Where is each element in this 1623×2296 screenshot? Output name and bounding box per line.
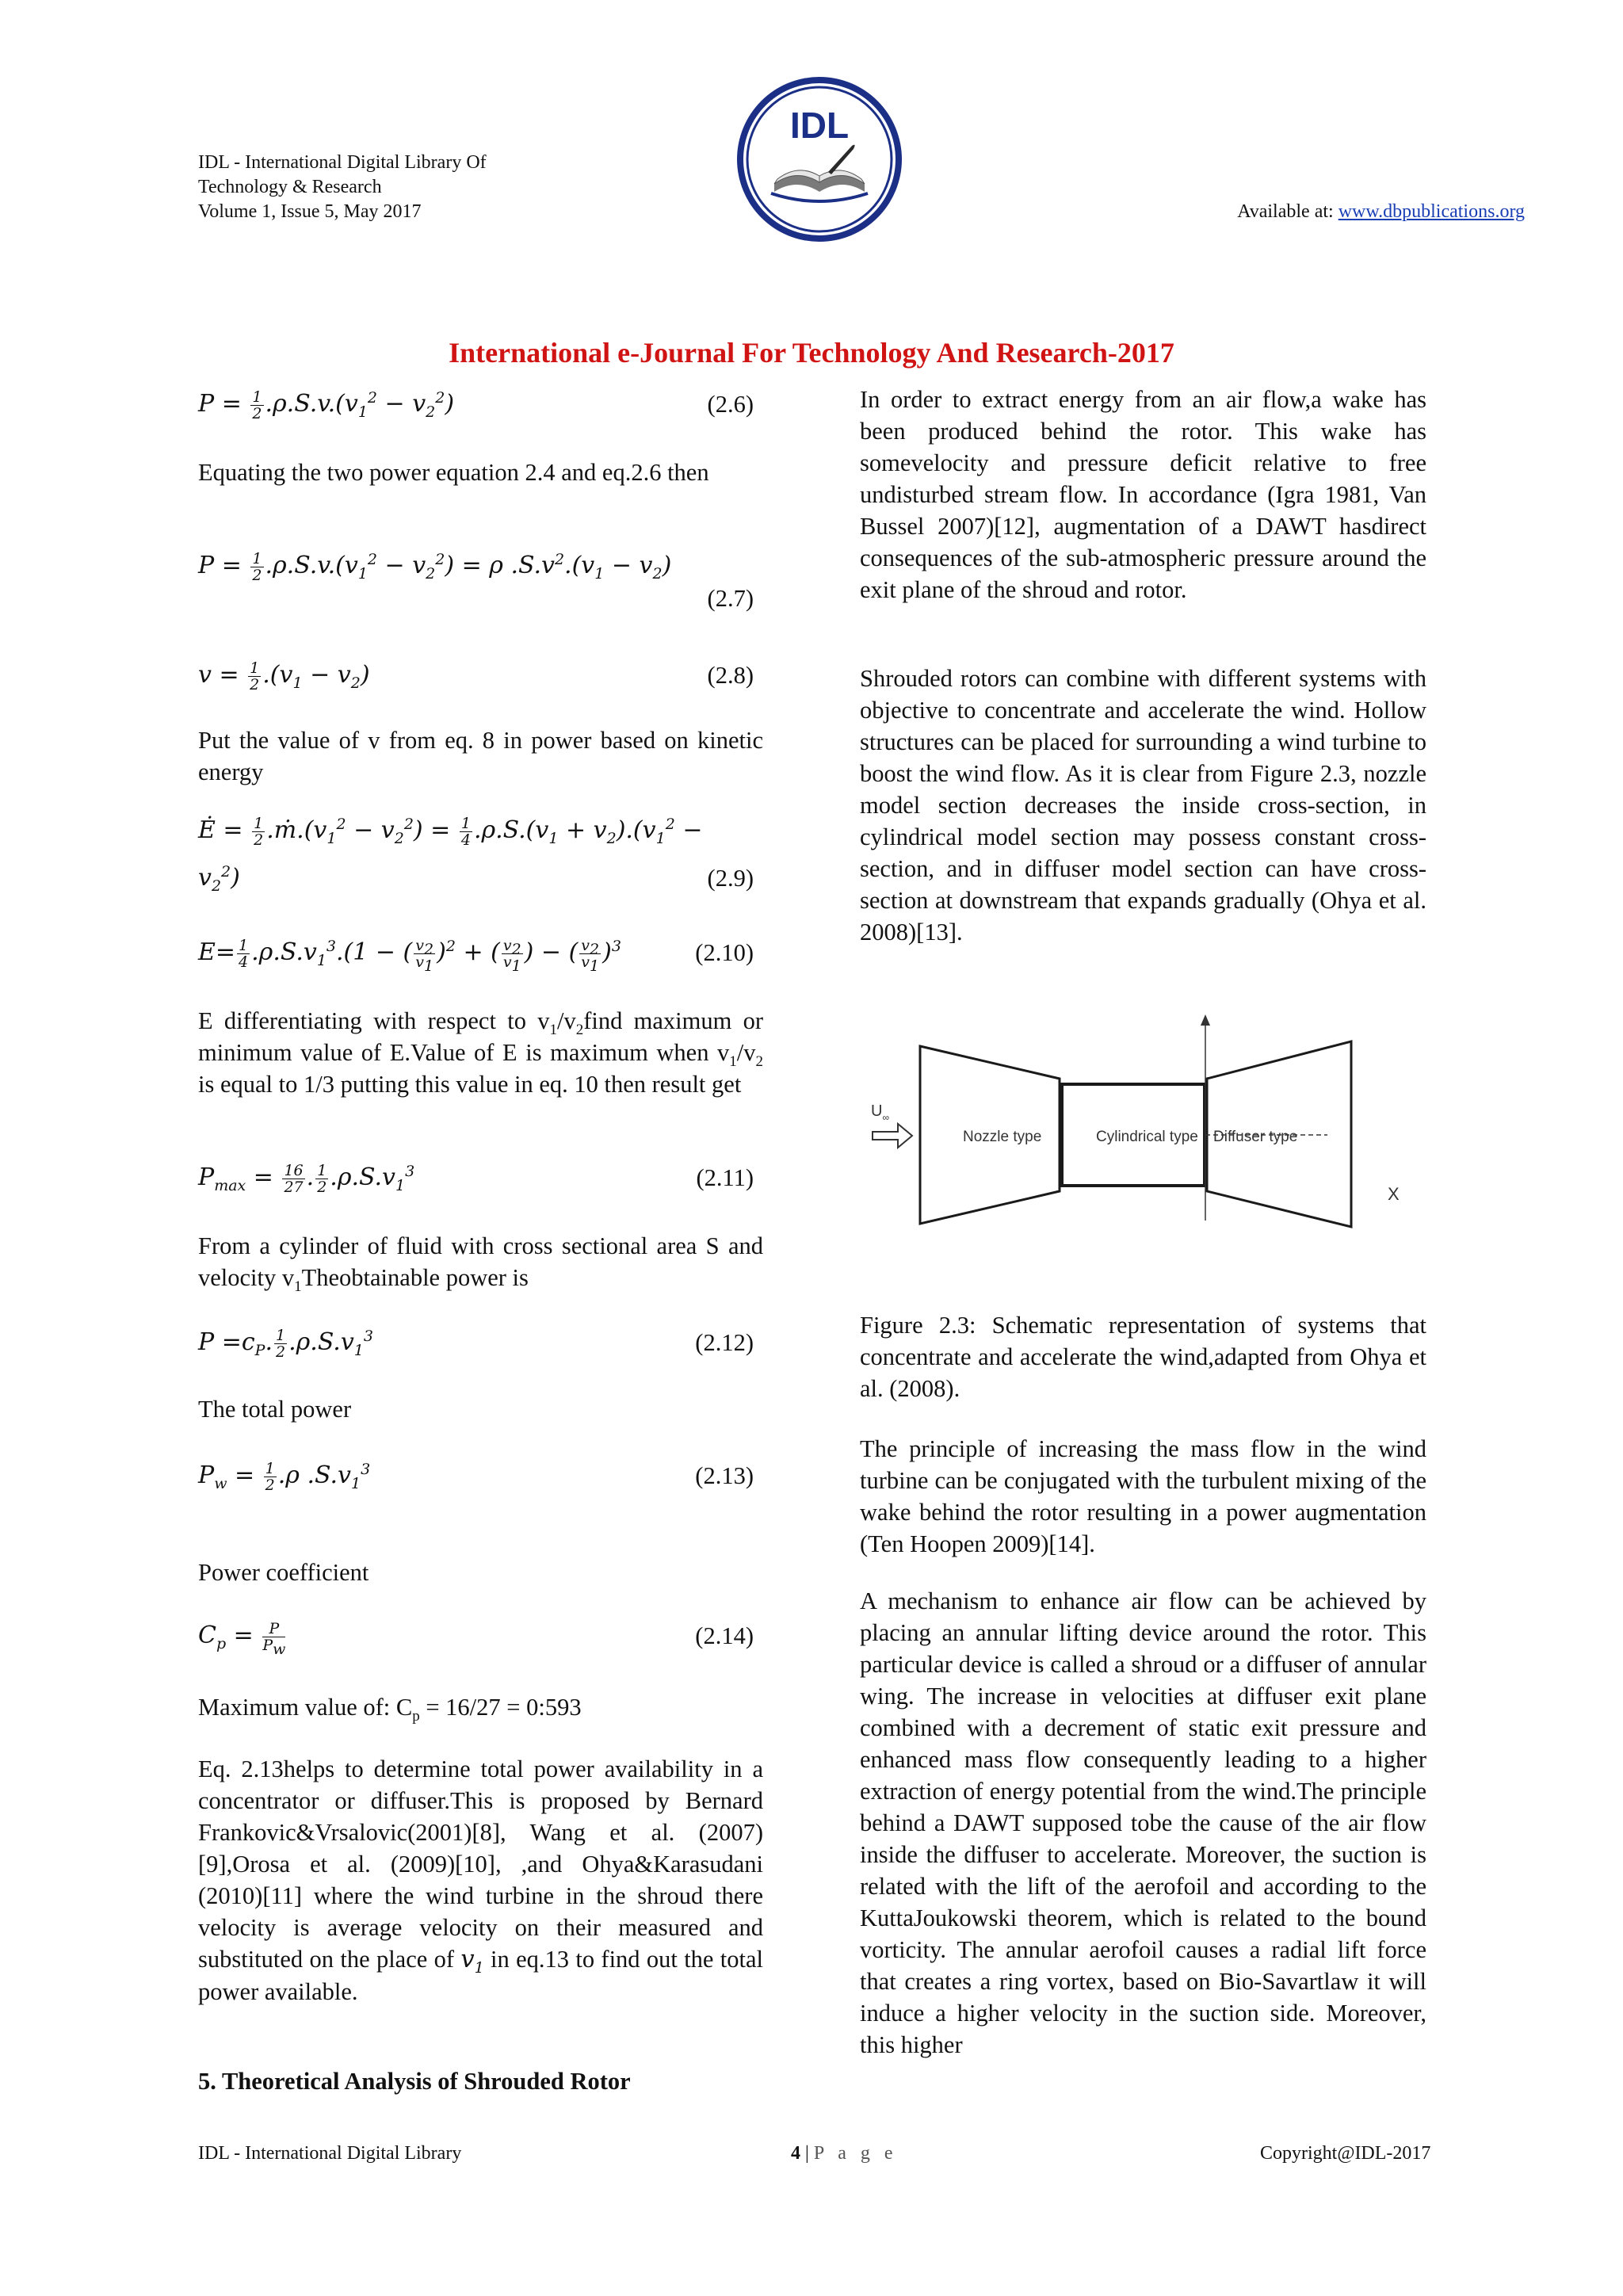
library-name-line2: Technology & Research	[198, 177, 382, 197]
paragraph-principle: The principle of increasing the mass flow in the wind turbine can be conjugated with the turbulent mixing of the wake behind the rotor resulting in a power augmentation (Ten Hoopen 2009)[14].	[860, 1435, 1426, 1557]
paragraph-put-value: Put the value of v from eq. 8 in power based on kinetic energy	[198, 727, 763, 785]
page-number: 4	[791, 2143, 800, 2164]
paragraph-eq213: Eq. 2.13helps to determine total power availability in a concentrator or diffuser.This is proposed by Bernard Frankovic&Vrsalovic(2001)[8], Wang et al. (2007) [9],Orosa et al. (2009)[10], ,and Ohya&Karasudani (2010)[11] where the wind turbine in the shroud there velocity is average velocity on their measured and substituted on the place of $v_1$ in eq.13 to find out the total power available.	[198, 1755, 763, 2005]
publication-url-link[interactable]: www.dbpublications.org	[1338, 201, 1525, 222]
available-label: Available at:	[1237, 201, 1334, 222]
equation-number: (2.11)	[696, 1164, 754, 1191]
label-u: $U_\infty$	[871, 1102, 890, 1123]
equation-2-14: $C_p$ = $\frac{P}{P_w}$ (2.14)	[198, 1619, 754, 1658]
paragraph-shrouded-rotors: Shrouded rotors can combine with different systems with objective to concentrate and accelerate the wind. Hollow structures can be placed for surrounding a wind turbine to boost the wind flow. As it is clear from Figure 2.3, nozzle model section decreases the inside cross-section, in cylindrical model section may possess constant cross-section, and in diffuser model section can have cross-section at downstream that expands gradually (Ohya et al. 2008)[13].	[860, 665, 1426, 946]
logo-text: IDL	[789, 105, 850, 146]
library-name-line1: IDL - International Digital Library Of	[198, 152, 487, 173]
volume-issue: Volume 1, Issue 5, May 2017	[198, 201, 422, 222]
flow-arrow-icon	[873, 1124, 912, 1148]
equation-2-10: E= $\frac{1}{4}$ $.\rho.S.v_1^3.(1$ − ( $\frac{v_2}{v_1}$ )$^2$ + ( $\frac{v_2}{v_1}$ ) − ( $\frac{v_2}{v_1}$ )$^3$ (2.10)	[198, 936, 754, 975]
equation-2-7: P = $\frac{1}{2}$ $.\rho.S.v.(v_1^2 - v_2^2) = \rho$ $.S.v^2.(v_1 - v_2)$	[198, 549, 672, 584]
paragraph-power-coefficient: Power coefficient	[198, 1559, 369, 1586]
footer-copyright: Copyright@IDL-2017	[1260, 2143, 1431, 2164]
equation-2-12: $P =c_P$. $\frac{1}{2}$ $.\rho.S.v_1^3$ (2.12)	[198, 1326, 754, 1361]
paragraph-mechanism: A mechanism to enhance air flow can be achieved by placing an annular lifting device around the rotor. This particular device is called a shroud or a diffuser of annular wing. The increase in velocities at diffuser exit plane combined with a decrement of static exit pressure and enhanced mass flow consequently leading to a higher extraction of energy potential from the wind.The principle behind a DAWT supposed tobe the cause of the air flow inside the diffuser to accelerate. Moreover, the suction is related with the lift of the aerofoil and according to the KuttaJoukowski theorem, which is related to the bound vorticity. The annular aerofoil causes a radial lift force that creates a ring vortex, based on Bio-Savartlaw it will induce a higher velocity in the suction side. Moreover, this higher	[860, 1587, 1426, 2058]
paragraph-extract-energy: In order to extract energy from an air flow,a wake has been produced behind the rotor. This wake has somevelocity and pressure deficit relative to free undisturbed stream flow. In accordance (Igra 1981, Van Bussel 2007)[12], augmentation of a DAWT hasdirect consequences of the sub-atmospheric pressure around the exit plane of the shroud and rotor.	[860, 386, 1426, 603]
label-diffuser: Diffuser type	[1213, 1129, 1298, 1145]
equation-2-11: $P_{max}$ = $\frac{16}{27}$ . $\frac{1}{2}$ $.\rho.S.v_1^3$ (2.11)	[198, 1161, 754, 1196]
footer-page-number: 4 | P a g e	[791, 2143, 898, 2164]
section-heading: 5. Theoretical Analysis of Shrouded Rotor	[198, 2068, 631, 2095]
footer-library: IDL - International Digital Library	[198, 2143, 462, 2164]
equation-number: (2.12)	[695, 1329, 754, 1356]
equation-2-6: P = $\frac{1}{2}$ $.\rho.S.v.(v_1^2 - v_2^2)$ (2.6)	[198, 388, 754, 422]
equation-number: (2.8)	[707, 662, 754, 689]
paragraph-max-value: Maximum value of: $C_p = 16/27$ = 0:593	[198, 1694, 582, 1725]
label-cylindrical: Cylindrical type	[1096, 1129, 1198, 1145]
journal-title: International e-Journal For Technology And Research-2017	[449, 337, 1174, 369]
equation-number: (2.14)	[695, 1622, 754, 1649]
figure-caption: Figure 2.3: Schematic representation of systems that concentrate and accelerate the wind,adapted from Ohya et al. (2008).	[860, 1312, 1426, 1402]
equation-number: (2.6)	[707, 391, 754, 418]
equation-number: (2.7)	[707, 585, 754, 612]
paragraph-e-differentiating: E differentiating with respect to $v_1/v_2find$ maximum or minimum value of E.Value of E is maximum when $v_1/v_2$ is equal to 1/3 putting this value in eq. 10 then result get	[198, 1007, 763, 1098]
figure-2-3-diagram	[860, 1014, 1426, 1228]
paragraph-total-power: The total power	[198, 1396, 352, 1423]
equation-2-13: $P_w$ = $\frac{1}{2}$ .ρ $.S.v_1^3$ (2.13)	[198, 1459, 754, 1494]
equation-number: (2.13)	[695, 1462, 754, 1489]
right-column	[860, 0, 1426, 2140]
equation-number: (2.9)	[707, 865, 754, 892]
label-x: X	[1388, 1184, 1400, 1204]
equation-number: (2.10)	[695, 939, 754, 966]
axis-arrow-icon	[1201, 1014, 1210, 1026]
left-column: P = $\frac{1}{2}$ $.\rho.S.v.(v_1^2 - v_2^2)$ (2.6) Equating the two power equation 2.4 and eq.2.6 then P = $\frac{1}{2}$ $.\rho.S.v.(v_1^2 - v_2^2) = \rho$ $.S.v^2.(v_1 - v_2)$ (2.7) v = $\frac{1}{2}$ $.(v_1 - v_2)$ (2.8) Put the value of v from eq. 8 in power based on kinetic energy Ė = $\frac{1}{2}$ $.ṁ.(v_1^2 - v_2^2)$ = $\frac{1}{4}$ $.\rho.S.(v_1 + v_2).(v_1^2$ − $v_2^2$) (2.9) E= $\frac{1}{4}$ $.\rho.S.v_1^3.(1$ − ( $\frac{v_2}{v_1}$ )$^2$ + ( $\frac{v_2}{v_1}$ ) − ( $\frac{v_2}{v_1}$ )$^3$ (2.10) E differentiating with respect to $v_1/v_2find$ maximum or minimum value of E.Value of E is maximum when $v_1/v_2$ is equal to 1/3 putting this value in eq. 10 then result get $P_{max}$ = $\frac{16}{27}$ . $\frac{1}{2}$ $.\rho.S.v_1^3$ (2.11) From a cylinder of fluid with cross sectional area S and velocity $v_1Theobtainable$ power is $P =c_P$. $\frac{1}{2}$ $.\rho.S.v_1^3$ (2.12) The total power $P_w$ = $\frac{1}{2}$ .ρ $.S.v_1^3$ (2.13) Power coefficient $C_p$ = $\frac{P}{P_w}$ (2.14) Maximum value of: $C_p = 16/27$ = 0:593 Eq. 2.13helps to determine total power availability in a concentrator or diffuser.This is proposed by Bernard Frankovic&Vrsalovic(2001)[8], Wang et al. (2007) [9],Orosa et al. (2009)[10], ,and Ohya&Karasudani (2010)[11] where the wind turbine in the shroud there velocity is average velocity on their measured and substituted on the place of $v_1$ in eq.13 to find out the total power available. 5. Theoretical Analysis of Shrouded Rotor	[198, 0, 763, 2140]
equation-2-8: v = $\frac{1}{2}$ $.(v_1 - v_2)$ (2.8)	[198, 659, 754, 693]
paragraph-equating: Equating the two power equation 2.4 and eq.2.6 then	[198, 459, 709, 486]
paragraph-cylinder: From a cylinder of fluid with cross sectional area S and velocity $v_1Theobtainable$ power is	[198, 1232, 763, 1296]
label-nozzle: Nozzle type	[963, 1129, 1042, 1145]
equation-2-9: Ė = $\frac{1}{2}$ $.ṁ.(v_1^2 - v_2^2)$ = $\frac{1}{4}$ $.\rho.S.(v_1 + v_2).(v_1^2$ −	[198, 814, 703, 849]
